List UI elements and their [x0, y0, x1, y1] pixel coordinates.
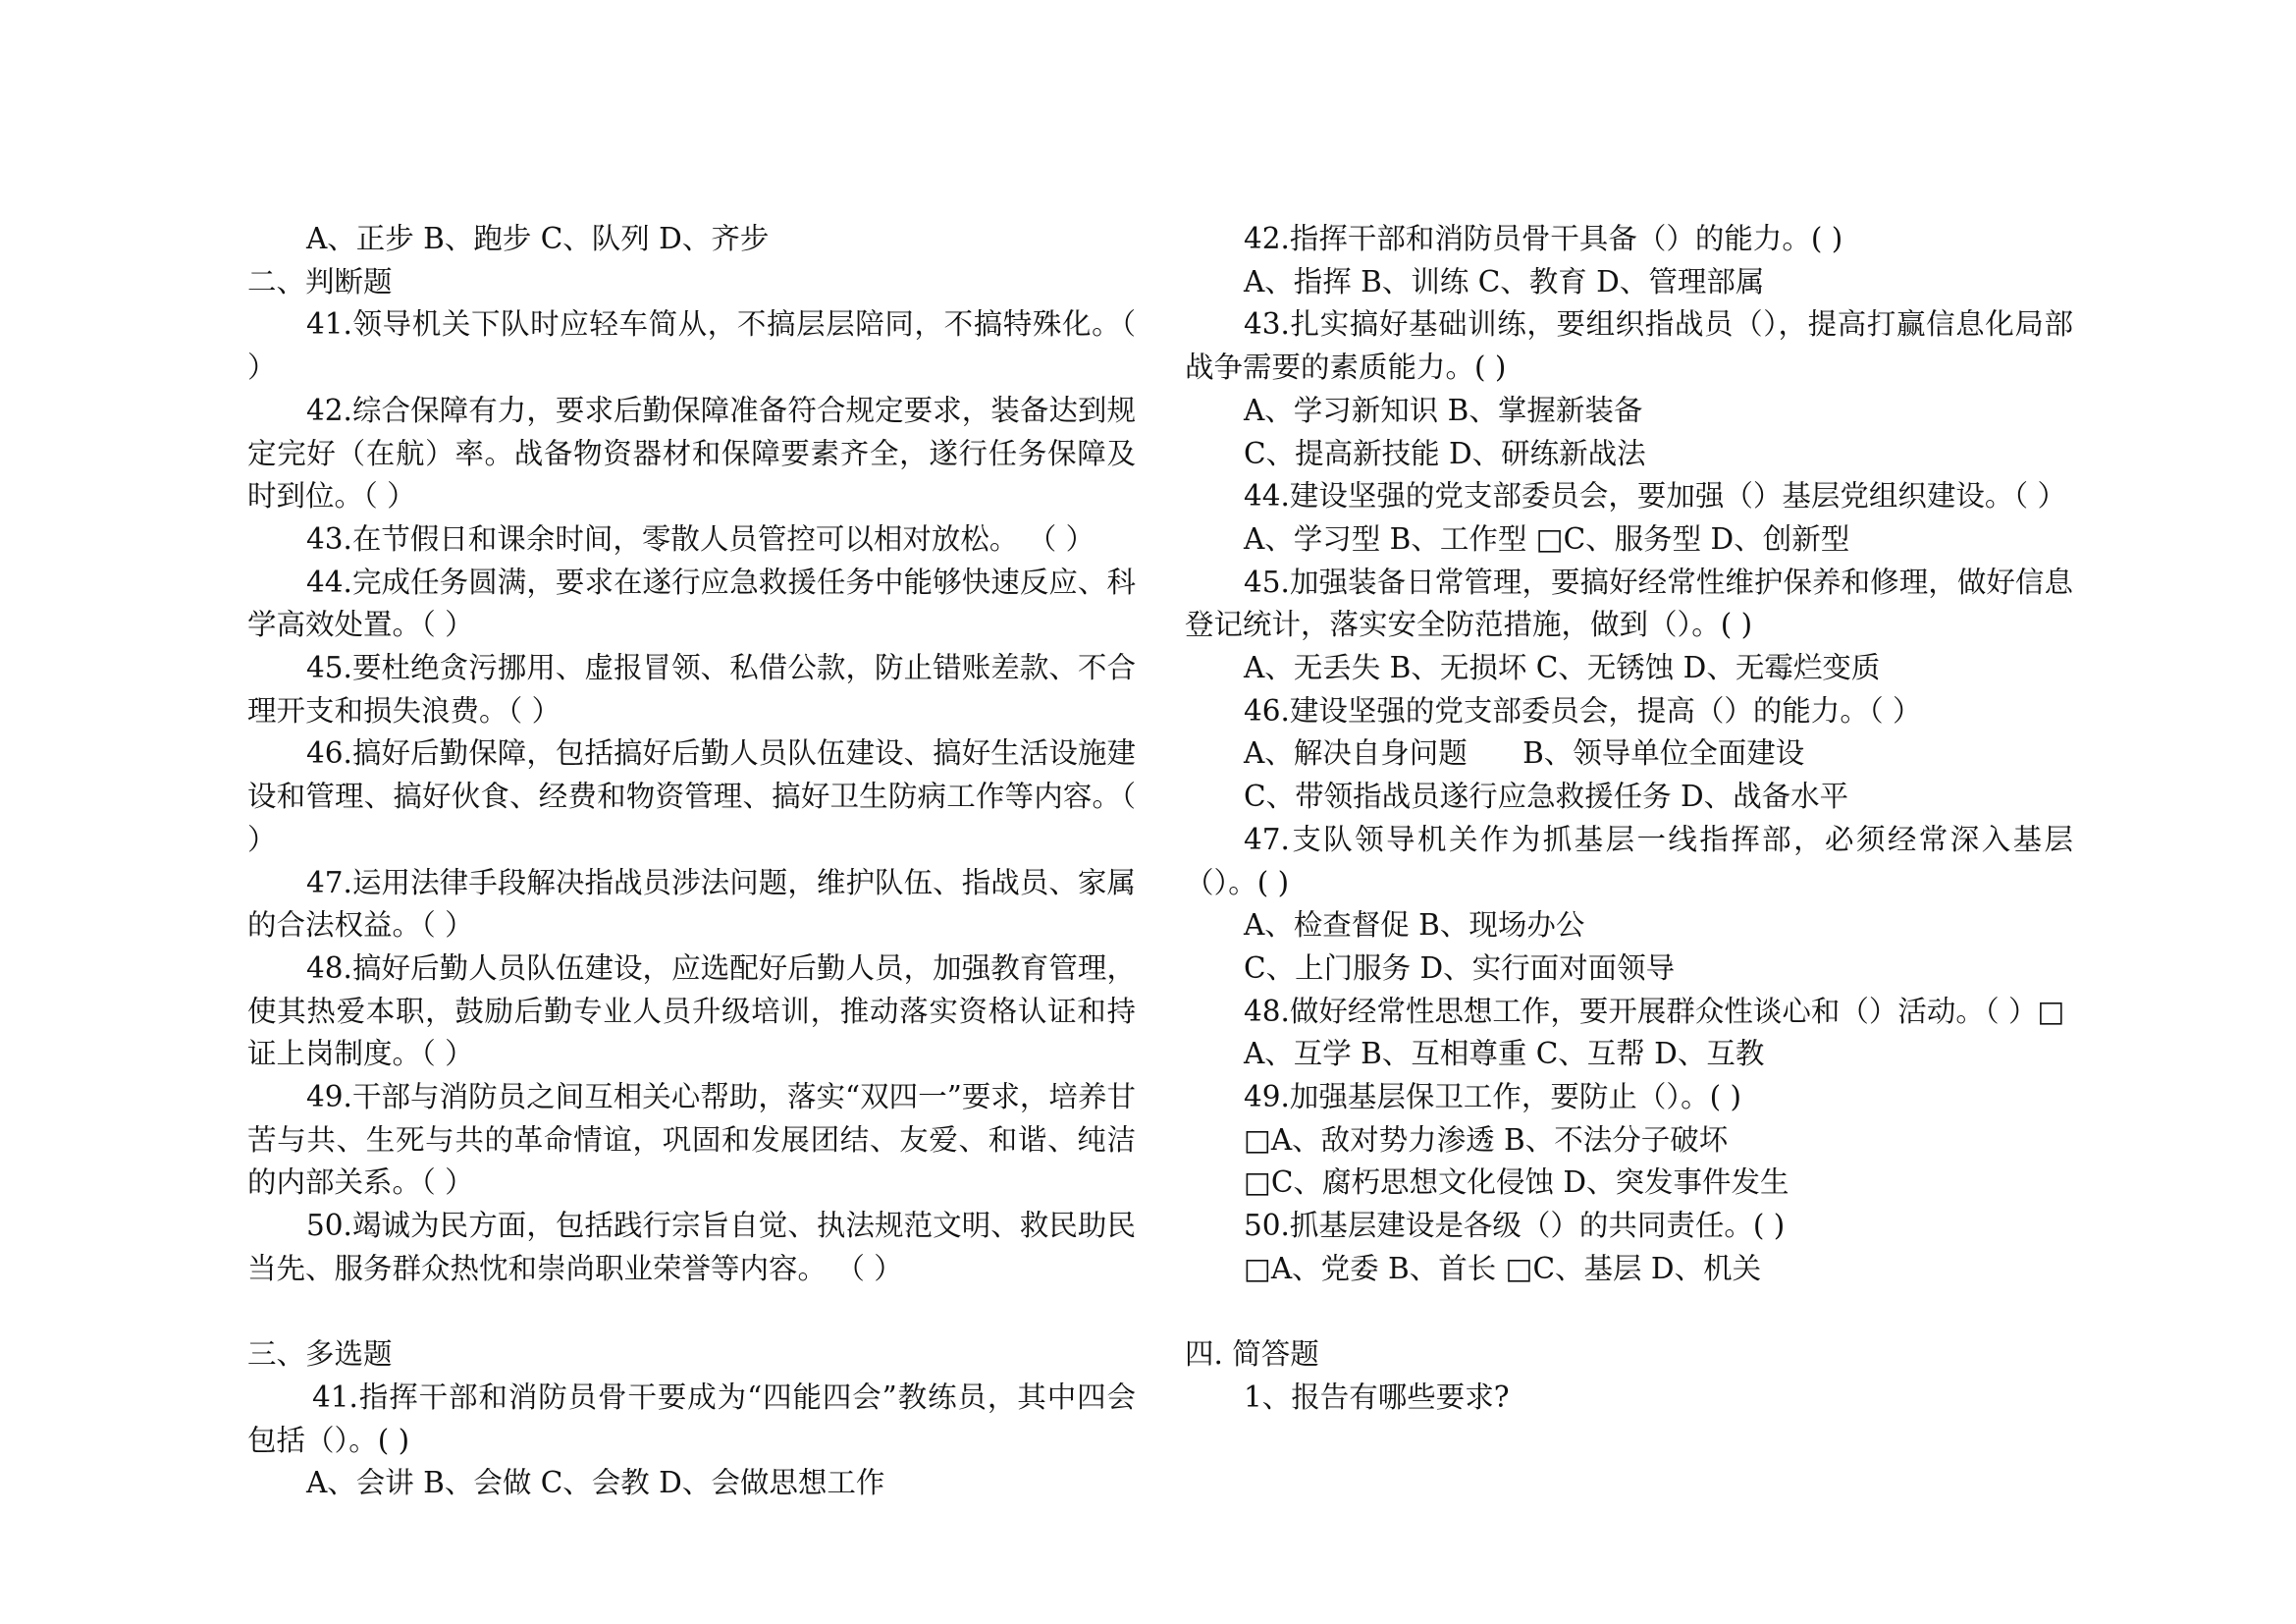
question-tf-42: 42.综合保障有力，要求后勤保障准备符合规定要求，装备达到规定完好（在航）率。战备物资器材和保障要素齐全，遂行任务保障及时到位。（ ） [247, 393, 1136, 514]
section-title-short-answer: 四. 简答题 [1185, 1337, 1319, 1372]
question-mc-41-options: A、会讲 B、会做 C、会教 D、会做思想工作 [306, 1466, 885, 1500]
option-line: A、正步 B、跑步 C、队列 D、齐步 [306, 222, 770, 255]
question-mc-50-options: □A、党委 B、首长 □C、基层 D、机关 [1244, 1251, 1762, 1285]
question-mc-42: 42.指挥干部和消防员骨干具备（）的能力。( ) [1244, 222, 1843, 255]
question-tf-44: 44.完成任务圆满，要求在遂行应急救援任务中能够快速反应、科学高效处置。（ ） [247, 565, 1136, 642]
question-tf-43: 43.在节假日和课余时间，零散人员管控可以相对放松。 （ ） [306, 521, 1095, 556]
question-mc-49: 49.加强基层保卫工作，要防止（）。( ) [1244, 1080, 1742, 1114]
question-mc-43: 43.扎实搞好基础训练，要组织指战员（），提高打赢信息化局部战争需要的素质能力。( ) [1185, 307, 2073, 385]
spacer [247, 1291, 1136, 1334]
question-tf-48: 48.搞好后勤人员队伍建设，应选配好后勤人员，加强教育管理，使其热爱本职，鼓励后勤专业人员升级培训，推动落实资格认证和持证上岗制度。（ ） [247, 950, 1136, 1071]
question-mc-50: 50.抓基层建设是各级（）的共同责任。( ) [1244, 1209, 1786, 1243]
question-tf-47: 47.运用法律手段解决指战员涉法问题，维护队伍、指战员、家属的合法权益。（ ） [247, 865, 1136, 943]
right-column [1185, 218, 2073, 1420]
question-mc-47-options-2: C、上门服务 D、实行面对面领导 [1244, 950, 1676, 985]
question-mc-46-options-1: A、解决自身问题 B、领导单位全面建设 [1244, 736, 1805, 771]
question-mc-45-options: A、无丢失 B、无损坏 C、无锈蚀 D、无霉烂变质 [1244, 651, 1881, 685]
question-mc-47-options-1: A、检查督促 B、现场办公 [1244, 908, 1585, 943]
section-title-true-false: 二、判断题 [247, 264, 393, 298]
question-mc-42-options: A、指挥 B、训练 C、教育 D、管理部属 [1244, 264, 1765, 298]
question-mc-46-options-2: C、带领指战员遂行应急救援任务 D、战备水平 [1244, 780, 1849, 814]
question-mc-44-options: A、学习型 B、工作型 □C、服务型 D、创新型 [1244, 521, 1850, 556]
question-mc-44: 44.建设坚强的党支部委员会，要加强（）基层党组织建设。（ ） [1244, 479, 2067, 514]
left-column [247, 218, 1136, 1505]
question-mc-41: 41.指挥干部和消防员骨干要成为“四能四会”教练员，其中四会包括（）。( ) [247, 1380, 1136, 1457]
question-mc-49-options-2: □C、腐朽思想文化侵蚀 D、突发事件发生 [1244, 1165, 1789, 1200]
question-mc-47: 47.支队领导机关作为抓基层一线指挥部，必须经常深入基层（）。( ) [1185, 822, 2073, 899]
question-mc-48-options: A、互学 B、互相尊重 C、互帮 D、互教 [1244, 1037, 1765, 1071]
spacer [1185, 1291, 2073, 1334]
question-tf-46: 46.搞好后勤保障，包括搞好后勤人员队伍建设、搞好生活设施建设和管理、搞好伙食、经费和物资管理、搞好卫生防病工作等内容。（ ） [247, 736, 1136, 856]
question-mc-45: 45.加强装备日常管理，要搞好经常性维护保养和修理，做好信息登记统计，落实安全防范措施，做到（）。( ) [1185, 565, 2073, 642]
question-tf-41: 41.领导机关下队时应轻车简从，不搞层层陪同，不搞特殊化。（ ） [247, 307, 1136, 385]
question-mc-49-options-1: □A、敌对势力渗透 B、不法分子破坏 [1244, 1122, 1729, 1157]
question-tf-50: 50.竭诚为民方面，包括践行宗旨自觉、执法规范文明、救民助民当先、服务群众热忱和崇尚职业荣誉等内容。 （ ） [247, 1209, 1136, 1285]
question-tf-49: 49.干部与消防员之间互相关心帮助，落实“双四一”要求，培养甘苦与共、生死与共的革命情谊，巩固和发展团结、友爱、和谐、纯洁的内部关系。（ ） [247, 1080, 1136, 1200]
question-mc-43-options-2: C、提高新技能 D、研练新战法 [1244, 436, 1646, 470]
question-mc-48: 48.做好经常性思想工作，要开展群众性谈心和（）活动。（ ）□ [1244, 994, 2065, 1028]
question-tf-45: 45.要杜绝贪污挪用、虚报冒领、私借公款，防止错账差款、不合理开支和损失浪费。（ ） [247, 651, 1136, 728]
question-sa-1: 1、报告有哪些要求? [1244, 1380, 1510, 1414]
section-title-multiple-choice: 三、多选题 [247, 1337, 393, 1372]
question-mc-43-options-1: A、学习新知识 B、掌握新装备 [1244, 393, 1643, 427]
question-mc-46: 46.建设坚强的党支部委员会，提高（）的能力。（ ） [1244, 693, 1922, 728]
